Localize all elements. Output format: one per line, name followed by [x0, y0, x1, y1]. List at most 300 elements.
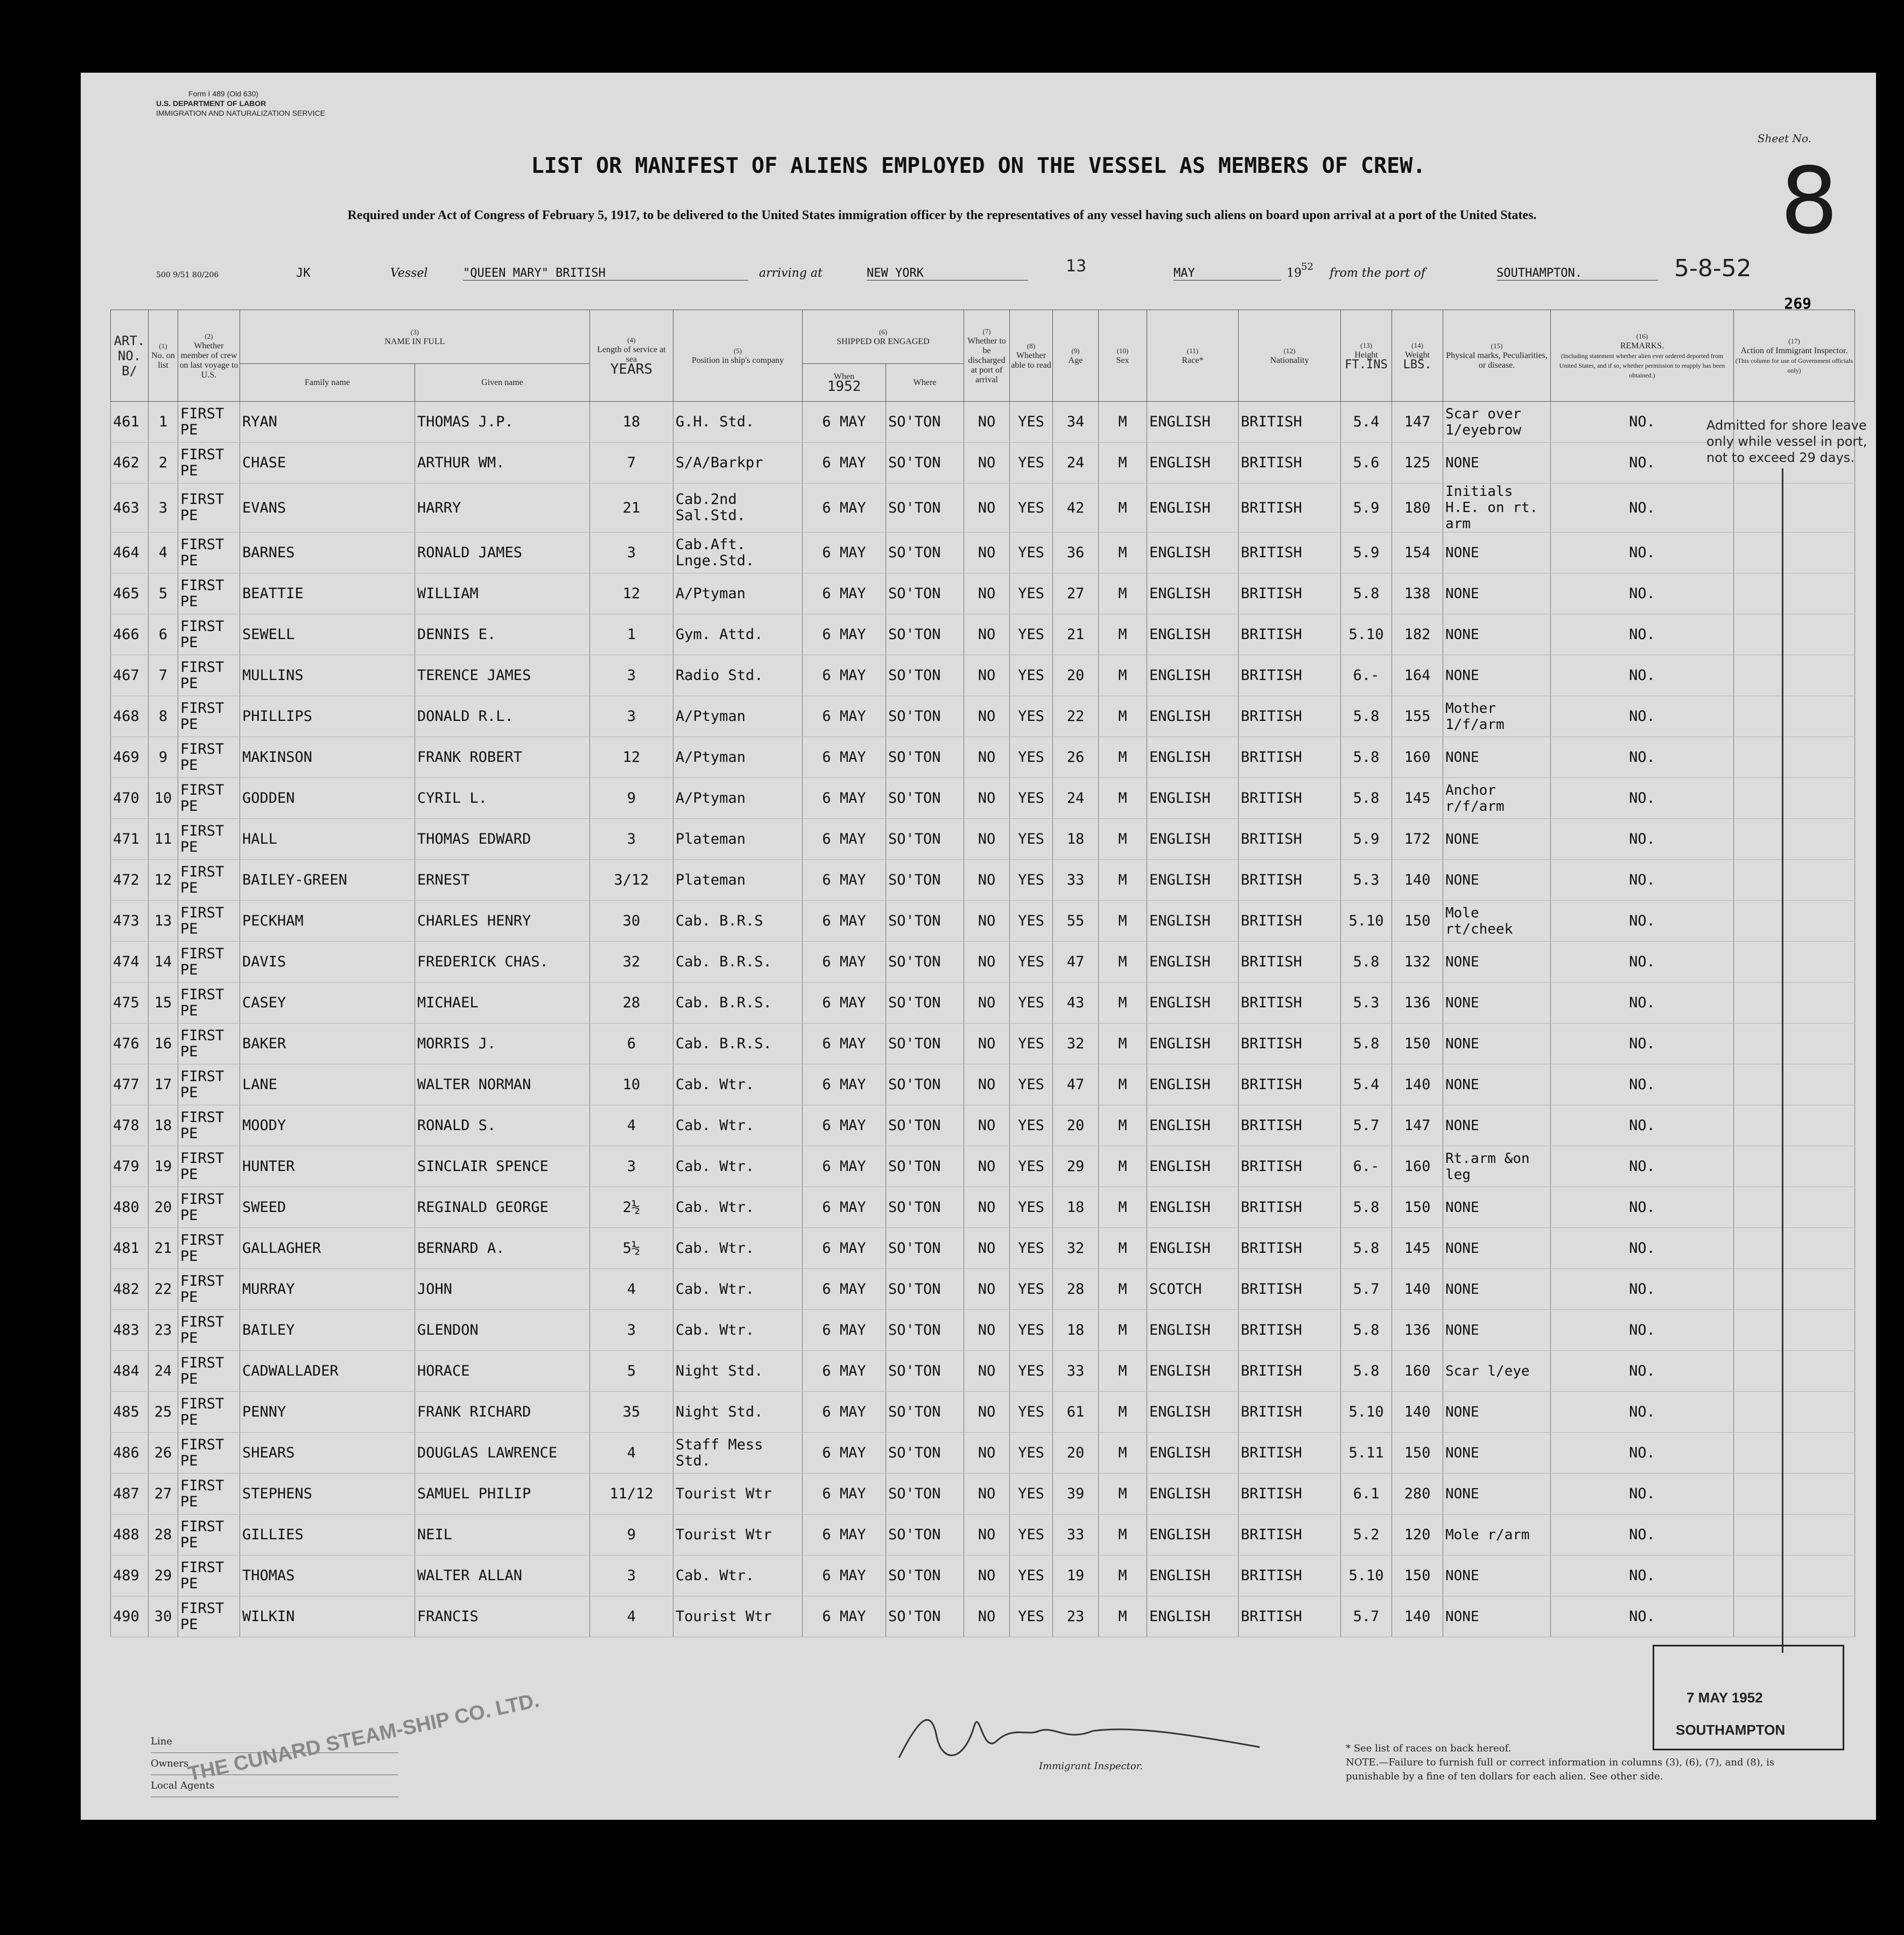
cell-weight: 154 — [1392, 532, 1443, 573]
table-header — [111, 310, 1855, 402]
cell-weight: 138 — [1392, 573, 1443, 614]
cell-age: 28 — [1053, 1269, 1099, 1310]
cell-sex: M — [1099, 573, 1147, 614]
cell-able-to-read: YES — [1010, 655, 1053, 696]
table-row — [111, 1555, 1855, 1596]
table-row — [111, 778, 1855, 819]
table-row — [111, 614, 1855, 655]
cell-position — [673, 860, 803, 901]
cell-last-voyage — [178, 1596, 240, 1637]
cell-height: 5.10 — [1341, 901, 1392, 942]
cell-nationality: BRITISH — [1239, 778, 1341, 819]
cell-shipped-when: 6 MAY — [803, 1596, 886, 1637]
cell-given-name: SINCLAIR SPENCE — [415, 1146, 590, 1187]
cell-list-no: 27 — [149, 1474, 178, 1515]
cell-able-to-read: YES — [1010, 532, 1053, 573]
cell-position — [673, 532, 803, 573]
col-list-no: (1) No. on list — [149, 310, 178, 402]
cell-age: 55 — [1053, 901, 1099, 942]
cell-discharged: NO — [964, 1228, 1010, 1269]
cell-nationality: BRITISH — [1239, 483, 1341, 532]
cell-age: 20 — [1053, 655, 1099, 696]
cell-family-name: BARNES — [240, 532, 415, 573]
cell-able-to-read: YES — [1010, 483, 1053, 532]
cell-remarks: NO. — [1551, 778, 1734, 819]
cell-shipped-when: 6 MAY — [803, 942, 886, 983]
cell-weight: 132 — [1392, 942, 1443, 983]
cell-able-to-read: YES — [1010, 696, 1053, 737]
cell-list-no: 10 — [149, 778, 178, 819]
cell-given-name: ARTHUR WM. — [415, 443, 590, 483]
cell-remarks: NO. — [1551, 443, 1734, 483]
cell-inspector-action — [1734, 696, 1855, 737]
cell-shipped-when: 6 MAY — [803, 1228, 886, 1269]
cell-race: ENGLISH — [1147, 983, 1239, 1023]
cell-shipped-where: SO'TON — [886, 1515, 964, 1555]
cell-height: 5.3 — [1341, 860, 1392, 901]
stamp-place: SOUTHAMPTON — [1676, 1722, 1786, 1738]
cell-physical-marks: NONE — [1443, 443, 1551, 483]
cell-shipped-when: 6 MAY — [803, 483, 886, 532]
table-row — [111, 737, 1855, 778]
cell-remarks: NO. — [1551, 1310, 1734, 1351]
cell-physical-marks: Scar l/eye — [1443, 1351, 1551, 1392]
position-line1: Plateman — [676, 830, 746, 847]
cell-last-voyage — [178, 1392, 240, 1433]
cell-nationality: BRITISH — [1239, 1433, 1341, 1474]
cell-inspector-action — [1734, 483, 1855, 532]
cell-age: 61 — [1053, 1392, 1099, 1433]
cell-position — [673, 1146, 803, 1187]
cell-position — [673, 443, 803, 483]
last-voyage-line1: FIRST — [180, 1190, 224, 1208]
cell-family-name: MURRAY — [240, 1269, 415, 1310]
last-voyage-line2: PE — [180, 961, 198, 978]
cell-shipped-when: 6 MAY — [803, 1555, 886, 1596]
department: U.S. DEPARTMENT OF LABOR — [156, 99, 266, 108]
cell-physical-marks: NONE — [1443, 942, 1551, 983]
cell-able-to-read: YES — [1010, 443, 1053, 483]
cell-discharged: NO — [964, 1433, 1010, 1474]
cell-inspector-action — [1734, 1064, 1855, 1105]
cell-shipped-when: 6 MAY — [803, 1392, 886, 1433]
cell-able-to-read: YES — [1010, 573, 1053, 614]
last-voyage-line1: FIRST — [180, 658, 224, 676]
table-row — [111, 1351, 1855, 1392]
cell-height: 5.7 — [1341, 1269, 1392, 1310]
cell-art-no: 484 — [111, 1351, 149, 1392]
cell-discharged: NO — [964, 1351, 1010, 1392]
cell-length-of-service: 6 — [590, 1023, 673, 1064]
cell-art-no: 464 — [111, 532, 149, 573]
cell-given-name: THOMAS J.P. — [415, 402, 590, 443]
cell-shipped-when: 6 MAY — [803, 402, 886, 443]
cell-given-name: FRANCIS — [415, 1596, 590, 1637]
last-voyage-line2: PE — [180, 1452, 198, 1469]
last-voyage-line2: PE — [180, 634, 198, 651]
last-voyage-line1: FIRST — [180, 740, 224, 758]
cell-art-no: 478 — [111, 1105, 149, 1146]
cell-shipped-where: SO'TON — [886, 1187, 964, 1228]
cell-nationality: BRITISH — [1239, 402, 1341, 443]
cell-able-to-read: YES — [1010, 1474, 1053, 1515]
cell-family-name: MULLINS — [240, 655, 415, 696]
cell-age: 23 — [1053, 1596, 1099, 1637]
voyage-prefix: JK — [296, 267, 311, 280]
cell-given-name: FRANK RICHARD — [415, 1392, 590, 1433]
cell-shipped-where: SO'TON — [886, 1228, 964, 1269]
col-inspector-action: (17) Action of Immigrant Inspector. (This column for use of Government officials only) — [1734, 310, 1855, 402]
cell-physical-marks: NONE — [1443, 532, 1551, 573]
cell-weight: 160 — [1392, 1146, 1443, 1187]
cell-given-name: WILLIAM — [415, 573, 590, 614]
position-line1: Cab. Wtr. — [676, 1280, 755, 1298]
cell-sex: M — [1099, 942, 1147, 983]
cell-last-voyage — [178, 1433, 240, 1474]
cell-discharged: NO — [964, 860, 1010, 901]
table-row — [111, 1433, 1855, 1474]
cell-shipped-where: SO'TON — [886, 901, 964, 942]
cell-nationality: BRITISH — [1239, 1310, 1341, 1351]
cell-height: 5.8 — [1341, 1310, 1392, 1351]
cell-inspector-action — [1734, 1228, 1855, 1269]
last-voyage-line1: FIRST — [180, 1395, 224, 1412]
col-remarks: (16) REMARKS. (Including statement whether alien ever ordered deported from United States, and if so, whether permission to reapply has been obtained.) — [1551, 310, 1734, 402]
cell-weight: 136 — [1392, 1310, 1443, 1351]
cell-remarks: NO. — [1551, 1515, 1734, 1555]
cell-height: 5.4 — [1341, 1064, 1392, 1105]
last-voyage-line2: PE — [180, 593, 198, 610]
cell-age: 47 — [1053, 942, 1099, 983]
col-last-voyage: (2) Whether member of crew on last voyage to U.S. — [178, 310, 240, 402]
cell-sex: M — [1099, 1064, 1147, 1105]
cell-discharged: NO — [964, 696, 1010, 737]
position-line1: G.H. Std. — [676, 413, 755, 430]
cell-physical-marks: Mole r/arm — [1443, 1515, 1551, 1555]
cell-weight: 145 — [1392, 778, 1443, 819]
cell-race: ENGLISH — [1147, 1146, 1239, 1187]
cell-list-no: 2 — [149, 443, 178, 483]
cell-list-no: 14 — [149, 942, 178, 983]
cell-position — [673, 1269, 803, 1310]
cell-art-no: 461 — [111, 402, 149, 443]
cell-given-name: MICHAEL — [415, 983, 590, 1023]
cell-able-to-read: YES — [1010, 942, 1053, 983]
cell-race: ENGLISH — [1147, 655, 1239, 696]
position-line1: Tourist Wtr — [676, 1485, 772, 1502]
cell-race: ENGLISH — [1147, 1023, 1239, 1064]
cell-family-name: MOODY — [240, 1105, 415, 1146]
cell-weight: 140 — [1392, 1596, 1443, 1637]
last-voyage-line1: FIRST — [180, 577, 224, 594]
last-voyage-line1: FIRST — [180, 1272, 224, 1289]
cell-discharged: NO — [964, 573, 1010, 614]
cell-inspector-action — [1734, 1555, 1855, 1596]
table-row — [111, 1228, 1855, 1269]
last-voyage-line2: PE — [180, 462, 198, 479]
table-row — [111, 983, 1855, 1023]
position-line1: Plateman — [676, 871, 746, 888]
cell-family-name: CADWALLADER — [240, 1351, 415, 1392]
position-line1: Night Std. — [676, 1403, 763, 1420]
position-line1: Tourist Wtr — [676, 1608, 772, 1625]
cell-remarks: NO. — [1551, 1596, 1734, 1637]
last-voyage-line1: FIRST — [180, 1354, 224, 1371]
cell-list-no: 12 — [149, 860, 178, 901]
position-line1: Gym. Attd. — [676, 626, 763, 643]
last-voyage-line2: PE — [180, 421, 198, 438]
arrival-stamp — [1653, 1645, 1844, 1750]
voyage-line — [156, 255, 1825, 288]
table-row — [111, 573, 1855, 614]
last-voyage-line1: FIRST — [180, 1068, 224, 1085]
table-row — [111, 1392, 1855, 1433]
position-line1: Radio Std. — [676, 667, 763, 684]
inspector-label: Immigrant Inspector. — [1039, 1761, 1143, 1772]
cell-age: 21 — [1053, 614, 1099, 655]
cell-family-name: GALLAGHER — [240, 1228, 415, 1269]
cell-weight: 120 — [1392, 1515, 1443, 1555]
cell-position — [673, 1228, 803, 1269]
cell-shipped-where: SO'TON — [886, 1269, 964, 1310]
cell-discharged: NO — [964, 483, 1010, 532]
col-position: (5) Position in ship's company — [673, 310, 803, 402]
cell-height: 5.8 — [1341, 696, 1392, 737]
cell-art-no: 466 — [111, 614, 149, 655]
cell-art-no: 489 — [111, 1555, 149, 1596]
cell-nationality: BRITISH — [1239, 1146, 1341, 1187]
cell-discharged: NO — [964, 1474, 1010, 1515]
cell-remarks: NO. — [1551, 614, 1734, 655]
cell-race: ENGLISH — [1147, 901, 1239, 942]
cell-remarks: NO. — [1551, 983, 1734, 1023]
cell-inspector-action — [1734, 1515, 1855, 1555]
cell-given-name: HORACE — [415, 1351, 590, 1392]
cell-art-no: 480 — [111, 1187, 149, 1228]
cell-last-voyage — [178, 402, 240, 443]
cell-race: ENGLISH — [1147, 1105, 1239, 1146]
cell-physical-marks: NONE — [1443, 1187, 1551, 1228]
cell-weight: 140 — [1392, 1392, 1443, 1433]
cell-position — [673, 819, 803, 860]
cell-art-no: 486 — [111, 1433, 149, 1474]
cell-list-no: 4 — [149, 532, 178, 573]
cell-art-no: 471 — [111, 819, 149, 860]
cell-race: ENGLISH — [1147, 1228, 1239, 1269]
last-voyage-line1: FIRST — [180, 1109, 224, 1126]
handwritten-date: 5-8-52 — [1674, 255, 1752, 282]
cell-art-no: 475 — [111, 983, 149, 1023]
cell-last-voyage — [178, 1023, 240, 1064]
cell-physical-marks: NONE — [1443, 1228, 1551, 1269]
sheet-number-label: Sheet No. — [1757, 132, 1811, 145]
col-nationality: (12) Nationality — [1239, 310, 1341, 402]
last-voyage-line2: PE — [180, 1207, 198, 1224]
last-voyage-line1: FIRST — [180, 1027, 224, 1044]
last-voyage-line2: PE — [180, 675, 198, 692]
cell-remarks: NO. — [1551, 1105, 1734, 1146]
cell-shipped-where: SO'TON — [886, 1596, 964, 1637]
cell-physical-marks: NONE — [1443, 1064, 1551, 1105]
cell-given-name: DOUGLAS LAWRENCE — [415, 1433, 590, 1474]
cell-sex: M — [1099, 1392, 1147, 1433]
cell-weight: 147 — [1392, 1105, 1443, 1146]
cell-position — [673, 901, 803, 942]
col-name-in-full: (3) NAME IN FULL — [240, 310, 590, 364]
cell-art-no: 463 — [111, 483, 149, 532]
table-row — [111, 696, 1855, 737]
cell-race: ENGLISH — [1147, 942, 1239, 983]
cell-able-to-read: YES — [1010, 819, 1053, 860]
from-label: from the port of — [1330, 267, 1425, 280]
cell-family-name: BAILEY-GREEN — [240, 860, 415, 901]
cell-discharged: NO — [964, 1555, 1010, 1596]
cell-age: 32 — [1053, 1228, 1099, 1269]
cell-family-name: PENNY — [240, 1392, 415, 1433]
last-voyage-line1: FIRST — [180, 781, 224, 798]
position-line1: Cab. Wtr. — [676, 1117, 755, 1134]
cell-list-no: 6 — [149, 614, 178, 655]
last-voyage-line2: PE — [180, 1166, 198, 1183]
cell-remarks: NO. — [1551, 532, 1734, 573]
cell-last-voyage — [178, 778, 240, 819]
cell-discharged: NO — [964, 1187, 1010, 1228]
cell-remarks: NO. — [1551, 860, 1734, 901]
cell-position — [673, 696, 803, 737]
last-voyage-line2: PE — [180, 1084, 198, 1101]
cell-last-voyage — [178, 983, 240, 1023]
last-voyage-line2: PE — [180, 1534, 198, 1551]
year-prefix: 19 — [1287, 267, 1302, 280]
cell-discharged: NO — [964, 983, 1010, 1023]
cell-art-no: 477 — [111, 1064, 149, 1105]
cell-weight: 180 — [1392, 483, 1443, 532]
cell-shipped-when: 6 MAY — [803, 614, 886, 655]
cell-list-no: 13 — [149, 901, 178, 942]
cell-race: ENGLISH — [1147, 1474, 1239, 1515]
cell-able-to-read: YES — [1010, 1596, 1053, 1637]
cell-age: 32 — [1053, 1023, 1099, 1064]
cell-sex: M — [1099, 1105, 1147, 1146]
cell-remarks: NO. — [1551, 1392, 1734, 1433]
cell-sex: M — [1099, 1555, 1147, 1596]
arrival-day: 13 — [1066, 257, 1087, 276]
cell-physical-marks: Mole rt/cheek — [1443, 901, 1551, 942]
cell-given-name: MORRIS J. — [415, 1023, 590, 1064]
cell-art-no: 462 — [111, 443, 149, 483]
table-row — [111, 1515, 1855, 1555]
cell-height: 5.2 — [1341, 1515, 1392, 1555]
cell-race: ENGLISH — [1147, 1392, 1239, 1433]
cell-shipped-when: 6 MAY — [803, 1187, 886, 1228]
cell-shipped-where: SO'TON — [886, 1392, 964, 1433]
cell-sex: M — [1099, 1515, 1147, 1555]
cell-height: 5.3 — [1341, 983, 1392, 1023]
cell-discharged: NO — [964, 778, 1010, 819]
cell-discharged: NO — [964, 402, 1010, 443]
cell-shipped-where: SO'TON — [886, 1146, 964, 1187]
last-voyage-line2: PE — [180, 1043, 198, 1060]
cell-length-of-service: 4 — [590, 1596, 673, 1637]
table-row — [111, 1146, 1855, 1187]
last-voyage-line2: PE — [180, 1125, 198, 1142]
inspector-signature — [888, 1704, 1265, 1769]
cell-age: 19 — [1053, 1555, 1099, 1596]
cell-sex: M — [1099, 1187, 1147, 1228]
cell-physical-marks: NONE — [1443, 1310, 1551, 1351]
cell-shipped-when: 6 MAY — [803, 1064, 886, 1105]
cell-last-voyage — [178, 1064, 240, 1105]
cell-weight: 140 — [1392, 1269, 1443, 1310]
cell-height: 5.6 — [1341, 443, 1392, 483]
cell-art-no: 479 — [111, 1146, 149, 1187]
col-art-no: ART. NO. B/ — [111, 310, 149, 402]
fine-note: NOTE.—Failure to furnish full or correct information in columns (3), (6), (7), and (8), is punishable by a fine of ten dollars for each alien. See other side. — [1346, 1757, 1775, 1782]
cell-weight: 150 — [1392, 1187, 1443, 1228]
table-row — [111, 1269, 1855, 1310]
cell-length-of-service: 3 — [590, 696, 673, 737]
cell-shipped-where: SO'TON — [886, 1555, 964, 1596]
cell-race: ENGLISH — [1147, 532, 1239, 573]
cell-race: ENGLISH — [1147, 1515, 1239, 1555]
cell-inspector-action — [1734, 1310, 1855, 1351]
cell-race: ENGLISH — [1147, 819, 1239, 860]
year-suffix: 52 — [1301, 261, 1313, 272]
cell-length-of-service: 7 — [590, 443, 673, 483]
table-row — [111, 1064, 1855, 1105]
cell-age: 18 — [1053, 1310, 1099, 1351]
race-note: * See list of races on back hereof. — [1346, 1743, 1512, 1754]
cell-last-voyage — [178, 1228, 240, 1269]
stamp-date: 7 MAY 1952 — [1687, 1689, 1763, 1706]
cell-last-voyage — [178, 443, 240, 483]
cell-last-voyage — [178, 1187, 240, 1228]
cell-length-of-service: 3 — [590, 819, 673, 860]
cell-family-name: GILLIES — [240, 1515, 415, 1555]
cell-art-no: 472 — [111, 860, 149, 901]
cell-position — [673, 1105, 803, 1146]
cell-sex: M — [1099, 983, 1147, 1023]
cell-position — [673, 942, 803, 983]
cell-given-name: FREDERICK CHAS. — [415, 942, 590, 983]
cell-given-name: SAMUEL PHILIP — [415, 1474, 590, 1515]
cell-sex: M — [1099, 443, 1147, 483]
cell-race: ENGLISH — [1147, 860, 1239, 901]
position-line1: A/Ptyman — [676, 789, 746, 807]
cell-position — [673, 1187, 803, 1228]
cell-physical-marks: NONE — [1443, 1596, 1551, 1637]
cell-nationality: BRITISH — [1239, 1064, 1341, 1105]
cell-physical-marks: NONE — [1443, 1392, 1551, 1433]
cell-age: 33 — [1053, 1351, 1099, 1392]
cell-inspector-action — [1734, 532, 1855, 573]
cell-family-name: HALL — [240, 819, 415, 860]
cell-nationality: BRITISH — [1239, 737, 1341, 778]
last-voyage-line1: FIRST — [180, 945, 224, 962]
col-where: Where — [886, 364, 964, 402]
last-voyage-line2: PE — [180, 797, 198, 815]
vessel-name: "QUEEN MARY" BRITISH — [463, 267, 748, 281]
table-row — [111, 1310, 1855, 1351]
page-number: 269 — [1784, 295, 1811, 312]
cell-list-no: 18 — [149, 1105, 178, 1146]
crew-rows — [111, 402, 1855, 1637]
last-voyage-line1: FIRST — [180, 1313, 224, 1330]
position-line1: Cab. B.R.S. — [676, 1035, 772, 1052]
position-line1: S/A/Barkpr — [676, 454, 763, 471]
cell-inspector-action — [1734, 860, 1855, 901]
cell-last-voyage — [178, 1269, 240, 1310]
